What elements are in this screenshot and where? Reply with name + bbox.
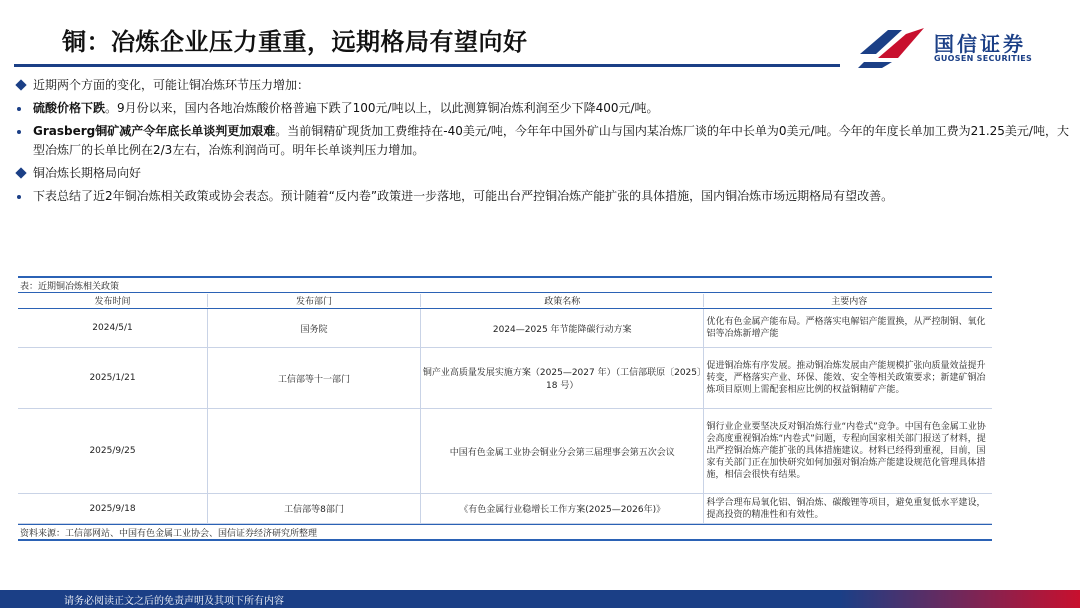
- cell-date: 2025/9/18: [89, 503, 136, 514]
- table-caption-row: [18, 276, 992, 293]
- bullet-text: 。9月份以来，国内各地冶炼酸价格普遍下跌了100元/吨以上，以此测算铜冶炼利润至少下降400元/吨。: [105, 101, 659, 115]
- guosen-logo-icon: [858, 24, 928, 68]
- header-date: 发布时间: [94, 297, 131, 307]
- cell-dept: 工信部等8部门: [207, 494, 420, 523]
- header-policy: 政策名称: [420, 294, 704, 307]
- cell-policy: 铜产业高质量发展实施方案（2025—2027 年）（工信部联原〔2025〕18 号）: [420, 348, 704, 408]
- section-heading-1: [14, 76, 1076, 95]
- bullet-item: [14, 187, 1076, 206]
- cell-policy: 中国有色金属工业协会铜业分会第三届理事会第五次会议: [420, 409, 704, 493]
- footer-bar: [0, 590, 1080, 608]
- cell-dept: 国务院: [207, 309, 420, 347]
- table-caption: 表：近期铜冶炼相关政策: [20, 281, 120, 292]
- footer-disclaimer: 请务必阅读正文之后的免责声明及其项下所有内容: [64, 596, 284, 607]
- bullet-bold-lead: Grasberg铜矿减产令年底长单谈判更加艰难: [33, 124, 276, 138]
- bullet-text: 下表总结了近2年铜冶炼相关政策或协会表态。预计随着“反内卷”政策进一步落地，可能出台严控铜冶炼产能扩张的具体措施，国内铜冶炼市场远期格局有望改善。: [33, 189, 894, 203]
- diamond-bullet-icon: [15, 79, 26, 90]
- header-content: 主要内容: [703, 294, 992, 307]
- cell-date: 2025/9/25: [89, 446, 136, 456]
- dot-bullet-icon: [17, 130, 21, 134]
- cell-date: 2024/5/1: [92, 323, 133, 333]
- table-row: [18, 494, 992, 524]
- table-row: [18, 409, 992, 494]
- logo-cn-text: 国信证券: [934, 32, 1026, 56]
- company-logo: [858, 24, 1068, 68]
- cell-content: 科学合理布局氧化铝、铜冶炼、碳酸锂等项目，避免重复低水平建设，提高投资的精准性和有效性。: [703, 494, 992, 523]
- content-body: [14, 76, 1076, 210]
- section-heading-text: 近期两个方面的变化，可能让铜冶炼环节压力增加：: [33, 78, 310, 92]
- title-divider: [14, 64, 840, 67]
- header-dept: 发布部门: [207, 294, 420, 307]
- table-source: 资料来源：工信部网站、中国有色金属工业协会、国信证券经济研究所整理: [18, 524, 992, 541]
- page-title: 铜：冶炼企业压力重重，远期格局有望向好: [62, 28, 528, 56]
- bullet-item: [14, 99, 1076, 118]
- cell-content: 铜行业企业要坚决反对铜冶炼行业“内卷式”竞争。中国有色金属工业协会高度重视铜冶炼“内卷式”问题，专程向国家相关部门报送了材料，提出严控铜冶炼产能扩张的具体措施建议。材料已经得到重视，目前，国家有关部门正在加快研究如何加强对铜冶炼产能建设规范化管理具体措施，相信会很快有结果。: [703, 409, 992, 493]
- cell-date: 2025/1/21: [89, 373, 136, 383]
- policy-table: [18, 276, 992, 541]
- bullet-bold-lead: 硫酸价格下跌: [33, 101, 106, 115]
- table-row: [18, 309, 992, 348]
- diamond-bullet-icon: [15, 167, 26, 178]
- cell-dept: [207, 409, 420, 493]
- cell-content: 优化有色金属产能布局。严格落实电解铝产能置换，从严控制铜、氧化铝等冶炼新增产能: [703, 309, 992, 347]
- dot-bullet-icon: [17, 107, 21, 111]
- cell-dept: 工信部等十一部门: [207, 348, 420, 408]
- footer-accent: [840, 590, 1080, 608]
- bullet-item: [14, 122, 1076, 160]
- cell-policy: 《有色金属行业稳增长工作方案(2025—2026年)》: [420, 494, 704, 523]
- bullet-paragraph: [33, 99, 659, 118]
- table-header-row: [18, 293, 992, 309]
- logo-en-text: GUOSEN SECURITIES: [934, 54, 1033, 63]
- dot-bullet-icon: [17, 195, 21, 199]
- cell-content: 促进铜冶炼有序发展。推动铜冶炼发展由产能规模扩张向质量效益提升转变，严格落实产业、环保、能效、安全等相关政策要求；新建矿铜冶炼项目原则上需配套相应比例的权益铜精矿产能。: [703, 348, 992, 408]
- section-heading-text: 铜冶炼长期格局向好: [33, 166, 142, 180]
- bullet-paragraph: [33, 122, 1076, 160]
- bullet-text: 。当前铜精矿现货加工费维持在-40美元/吨，今年年中国外矿山与国内某冶炼厂谈的年中长单为0美元/吨。今年的年度长单加工费为21.25美元/吨，大型冶炼厂的长单比例在2/3左右，冶炼利润尚可。明年长单谈判压力增加。: [33, 124, 1069, 157]
- table-row: [18, 348, 992, 409]
- cell-policy: 2024—2025 年节能降碳行动方案: [420, 309, 704, 347]
- section-heading-2: [14, 164, 1076, 183]
